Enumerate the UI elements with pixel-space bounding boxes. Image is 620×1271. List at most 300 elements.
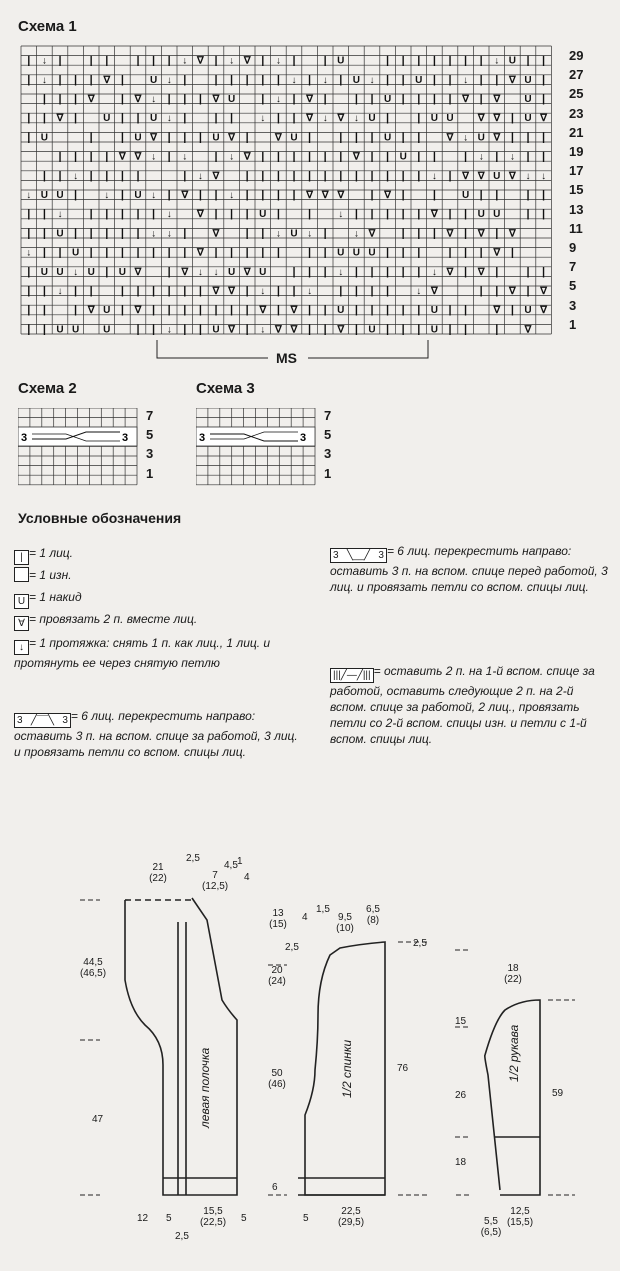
svg-text:|: | — [292, 285, 296, 297]
sleeve-bottom-12-5: 12,5 (15,5) — [506, 1206, 534, 1228]
svg-text:|: | — [308, 169, 312, 182]
svg-text:↓: ↓ — [229, 190, 235, 201]
svg-text:|: | — [120, 246, 124, 259]
svg-text:|: | — [261, 93, 265, 105]
svg-text:↓: ↓ — [509, 151, 515, 163]
svg-text:↓: ↓ — [260, 324, 266, 336]
svg-text:|: | — [401, 73, 405, 86]
svg-text:|: | — [386, 208, 390, 221]
svg-text:∇: ∇ — [477, 170, 485, 182]
svg-text:|: | — [370, 265, 374, 278]
svg-text:|: | — [89, 54, 93, 67]
legend-item-yarnover: U = 1 накид — [14, 589, 314, 609]
svg-text:|: | — [120, 73, 124, 86]
scheme1-row-number: 9 — [569, 240, 577, 255]
svg-text:U: U — [493, 170, 501, 182]
svg-text:U: U — [524, 94, 532, 105]
svg-text:∇: ∇ — [259, 305, 267, 317]
svg-text:|: | — [479, 93, 483, 105]
svg-text:|: | — [42, 93, 46, 105]
svg-text:U: U — [368, 113, 376, 125]
svg-text:|: | — [42, 169, 46, 182]
svg-text:∇: ∇ — [212, 94, 220, 105]
svg-text:|: | — [89, 73, 93, 86]
svg-text:↓: ↓ — [494, 55, 500, 67]
svg-text:|: | — [308, 150, 312, 163]
svg-text:|: | — [198, 285, 202, 297]
svg-text:↓: ↓ — [307, 286, 313, 297]
svg-text:|: | — [74, 189, 78, 201]
svg-text:|: | — [27, 54, 31, 67]
svg-text:|: | — [495, 285, 499, 297]
svg-text:|: | — [542, 73, 546, 86]
svg-text:∇: ∇ — [321, 190, 329, 201]
svg-text:|: | — [464, 246, 468, 259]
svg-text:∇: ∇ — [306, 94, 313, 105]
yarnover-symbol-icon: U — [14, 594, 29, 609]
svg-text:|: | — [417, 93, 421, 105]
svg-text:↓: ↓ — [166, 324, 172, 336]
svg-text:|: | — [292, 112, 296, 125]
svg-text:|: | — [464, 304, 468, 317]
svg-text:U: U — [383, 94, 392, 105]
svg-text:|: | — [417, 246, 421, 259]
svg-text:∇: ∇ — [243, 266, 251, 278]
scheme2-chart — [18, 408, 138, 486]
svg-text:|: | — [323, 54, 327, 67]
svg-text:∇: ∇ — [212, 228, 220, 240]
svg-text:|: | — [89, 131, 93, 144]
svg-text:|: | — [464, 323, 468, 336]
scheme3-title: Схема 3 — [196, 380, 255, 397]
svg-text:↓: ↓ — [353, 113, 359, 125]
svg-text:U: U — [352, 247, 361, 259]
svg-text:↓: ↓ — [104, 190, 110, 201]
svg-text:|: | — [308, 304, 312, 317]
scheme1-chart — [0, 0, 620, 380]
svg-text:|: | — [183, 93, 187, 105]
svg-text:|: | — [276, 304, 280, 317]
purl-symbol-icon — [14, 567, 29, 582]
svg-text:|: | — [526, 131, 530, 144]
svg-text:↓: ↓ — [197, 266, 203, 278]
svg-text:↓: ↓ — [166, 228, 172, 240]
svg-text:↓: ↓ — [26, 247, 32, 259]
svg-text:|: | — [58, 169, 62, 182]
svg-text:|: | — [245, 227, 249, 240]
svg-text:↓: ↓ — [229, 151, 235, 163]
svg-text:|: | — [542, 93, 546, 105]
svg-text:|: | — [448, 54, 452, 67]
legend-item-ssk: ↓ = 1 протяжка: снять 1 п. как лиц., 1 лиц. и протянуть ее через снятую петлю — [14, 636, 271, 670]
svg-text:|: | — [479, 54, 483, 67]
svg-text:|: | — [167, 285, 171, 297]
svg-text:|: | — [370, 131, 374, 144]
svg-text:|: | — [27, 227, 31, 240]
svg-text:|: | — [214, 73, 218, 86]
svg-text:U: U — [415, 74, 423, 86]
svg-text:|: | — [276, 169, 280, 182]
svg-text:|: | — [526, 265, 530, 278]
svg-text:|: | — [230, 246, 234, 259]
scheme1-row-number: 29 — [569, 48, 584, 63]
sleeve-h-18: 18 — [455, 1157, 467, 1168]
svg-text:|: | — [370, 150, 374, 163]
svg-text:|: | — [526, 208, 530, 221]
svg-text:∇: ∇ — [337, 324, 345, 336]
svg-text:|: | — [526, 285, 530, 297]
svg-text:|: | — [74, 285, 78, 297]
svg-text:|: | — [542, 150, 546, 163]
svg-text:|: | — [479, 285, 483, 297]
back-shoulder-2-5-left: 2,5 — [285, 942, 299, 953]
svg-text:|: | — [261, 246, 265, 259]
svg-text:↓: ↓ — [57, 286, 63, 297]
svg-text:|: | — [354, 285, 358, 297]
svg-text:|: | — [120, 131, 124, 144]
svg-text:|: | — [120, 112, 124, 125]
svg-text:|: | — [401, 246, 405, 259]
svg-text:∇: ∇ — [509, 74, 516, 86]
svg-text:|: | — [479, 73, 483, 86]
sleeve-top-18: 18 (22) — [504, 963, 522, 985]
svg-text:|: | — [276, 150, 280, 163]
svg-text:∇: ∇ — [103, 74, 111, 86]
svg-text:|: | — [354, 323, 358, 336]
sleeve-h-59: 59 — [552, 1088, 564, 1099]
scheme3-row-number: 1 — [324, 465, 332, 481]
svg-text:|: | — [323, 246, 327, 259]
svg-text:∇: ∇ — [306, 113, 313, 125]
svg-text:|: | — [495, 323, 499, 336]
scheme2-row-number: 3 — [146, 446, 154, 462]
svg-text:|: | — [89, 227, 93, 240]
svg-text:|: | — [214, 112, 218, 125]
svg-text:↓: ↓ — [151, 228, 157, 240]
svg-text:|: | — [261, 150, 265, 163]
sleeve-label: 1/2 рукава — [507, 1024, 521, 1082]
svg-text:∇: ∇ — [212, 286, 220, 297]
svg-text:∇: ∇ — [493, 94, 501, 105]
svg-text:|: | — [245, 189, 249, 201]
svg-text:|: | — [401, 227, 405, 240]
scheme1-row-number: 3 — [569, 297, 577, 313]
svg-text:|: | — [42, 246, 46, 259]
svg-text:∇: ∇ — [181, 266, 189, 278]
svg-text:U: U — [134, 132, 142, 144]
svg-text:|: | — [198, 189, 202, 201]
svg-text:U: U — [383, 132, 392, 144]
svg-text:|: | — [261, 189, 265, 201]
svg-text:∇: ∇ — [477, 228, 485, 240]
svg-text:∇: ∇ — [150, 132, 157, 144]
svg-text:|: | — [401, 189, 405, 201]
back-top-6-5: 6,5 (8) — [366, 904, 380, 926]
svg-text:U: U — [508, 55, 517, 67]
svg-text:|: | — [120, 93, 124, 105]
svg-text:↓: ↓ — [338, 266, 344, 278]
svg-text:U: U — [227, 94, 236, 105]
svg-text:∇: ∇ — [462, 170, 469, 182]
svg-text:|: | — [417, 265, 421, 278]
svg-text:|: | — [58, 73, 62, 86]
svg-text:U: U — [40, 190, 49, 201]
svg-text:|: | — [136, 227, 140, 240]
svg-text:↓: ↓ — [151, 94, 157, 105]
svg-text:U: U — [430, 305, 439, 317]
svg-text:|: | — [167, 265, 171, 278]
svg-text:|: | — [152, 246, 156, 259]
scheme1-row-number: 1 — [569, 316, 577, 332]
svg-text:↓: ↓ — [416, 286, 422, 297]
svg-text:U: U — [56, 324, 64, 336]
front-neck-7: 7 (12,5) — [202, 870, 229, 892]
svg-text:|: | — [339, 150, 343, 163]
svg-text:|: | — [479, 246, 483, 259]
front-label: левая полочка — [198, 1047, 212, 1128]
svg-text:|: | — [401, 169, 405, 182]
svg-text:↓: ↓ — [260, 113, 266, 125]
svg-text:U: U — [524, 74, 532, 86]
svg-text:|: | — [417, 131, 421, 144]
svg-text:|: | — [323, 323, 327, 336]
svg-text:|: | — [27, 285, 31, 297]
svg-text:↓: ↓ — [41, 74, 47, 86]
legend-item-k2tog: ∀ = провязать 2 п. вместе лиц. — [14, 611, 314, 631]
svg-text:|: | — [136, 112, 140, 125]
svg-text:|: | — [448, 169, 452, 182]
svg-text:|: | — [245, 246, 249, 259]
legend-item-cable-front: 3 ╲__╱ 3 = 6 лиц. перекрестить направо: оставить 3 п. на вспом. спице перед работой, 3 лиц. и провязать петли со вспом. спицы лиц. — [330, 544, 608, 594]
svg-text:|: | — [292, 150, 296, 163]
scheme1-row-number: 17 — [569, 163, 584, 179]
svg-text:|: | — [417, 169, 421, 182]
svg-text:|: | — [292, 189, 296, 201]
svg-text:|: | — [136, 54, 140, 67]
svg-text:∇: ∇ — [540, 113, 547, 125]
scheme2-row-number: 1 — [146, 465, 154, 481]
svg-text:|: | — [495, 189, 499, 201]
svg-text:↓: ↓ — [213, 266, 219, 278]
svg-text:|: | — [448, 246, 452, 259]
svg-text:|: | — [464, 150, 468, 163]
svg-text:∇: ∇ — [243, 151, 251, 163]
svg-text:|: | — [323, 150, 327, 163]
svg-text:↓: ↓ — [463, 132, 469, 144]
scheme3-cable-right: 3 — [300, 432, 307, 444]
svg-text:∇: ∇ — [493, 132, 501, 144]
front-top-width: 21 (22) — [149, 862, 167, 884]
svg-text:↓: ↓ — [41, 55, 47, 67]
svg-text:∇: ∇ — [431, 209, 438, 221]
svg-text:|: | — [120, 169, 124, 182]
svg-text:↓: ↓ — [322, 113, 328, 125]
svg-text:|: | — [120, 285, 124, 297]
svg-text:↓: ↓ — [525, 170, 531, 182]
svg-text:|: | — [448, 73, 452, 86]
svg-text:|: | — [136, 208, 140, 221]
svg-text:|: | — [245, 285, 249, 297]
svg-text:↓: ↓ — [431, 170, 437, 182]
svg-text:↓: ↓ — [229, 55, 235, 67]
svg-text:|: | — [432, 73, 436, 86]
svg-text:|: | — [464, 227, 468, 240]
cable-front-symbol-icon: 3 ╲__╱ 3 — [330, 548, 387, 563]
svg-text:|: | — [214, 54, 218, 67]
cable-back-symbol-icon: 3 ╱¯¯╲ 3 — [14, 713, 71, 728]
svg-text:|: | — [105, 227, 109, 240]
svg-text:U: U — [227, 266, 236, 278]
svg-text:∇: ∇ — [446, 266, 454, 278]
scheme2-cable-right: 3 — [122, 432, 129, 444]
scheme3-row-number: 5 — [324, 427, 332, 443]
svg-text:|: | — [167, 246, 171, 259]
svg-text:∇: ∇ — [477, 266, 485, 278]
svg-text:|: | — [432, 93, 436, 105]
back-top-13: 13 (15) — [269, 908, 287, 930]
svg-text:|: | — [276, 189, 280, 201]
svg-text:|: | — [167, 93, 171, 105]
svg-text:∇: ∇ — [540, 286, 547, 297]
scheme2-cable-left: 3 — [21, 432, 28, 444]
svg-text:|: | — [214, 189, 218, 201]
front-hem-6: 6 — [272, 1182, 278, 1193]
svg-text:∇: ∇ — [290, 305, 298, 317]
svg-text:↓: ↓ — [26, 190, 32, 201]
svg-text:|: | — [42, 285, 46, 297]
svg-text:∇: ∇ — [243, 55, 251, 67]
svg-text:U: U — [118, 266, 127, 278]
svg-text:U: U — [477, 132, 485, 144]
svg-text:U: U — [103, 113, 111, 125]
svg-text:|: | — [495, 73, 499, 86]
svg-text:∇: ∇ — [306, 190, 313, 201]
svg-text:U: U — [477, 209, 485, 221]
svg-text:|: | — [183, 131, 187, 144]
svg-text:∇: ∇ — [446, 132, 454, 144]
svg-text:|: | — [542, 265, 546, 278]
svg-text:|: | — [339, 169, 343, 182]
svg-text:U: U — [40, 132, 49, 144]
svg-text:|: | — [42, 227, 46, 240]
scheme2-row-number: 5 — [146, 427, 154, 443]
svg-text:↓: ↓ — [431, 266, 437, 278]
svg-text:|: | — [370, 189, 374, 201]
svg-text:|: | — [152, 54, 156, 67]
back-bottom-5: 5 — [303, 1213, 309, 1224]
svg-text:|: | — [27, 304, 31, 317]
svg-text:|: | — [386, 304, 390, 317]
svg-text:U: U — [71, 247, 80, 259]
svg-text:|: | — [167, 54, 171, 67]
legend-item-purl: = 1 изн. — [14, 567, 314, 583]
svg-text:↓: ↓ — [182, 55, 188, 67]
svg-text:|: | — [386, 150, 390, 163]
svg-text:|: | — [105, 208, 109, 221]
svg-text:↓: ↓ — [73, 170, 79, 182]
front-neck-4-5: 4,5 — [224, 860, 238, 871]
svg-text:|: | — [183, 169, 187, 182]
svg-text:|: | — [308, 246, 312, 259]
svg-text:U: U — [134, 190, 142, 201]
svg-text:∇: ∇ — [212, 170, 220, 182]
svg-text:∇: ∇ — [540, 305, 547, 317]
svg-text:|: | — [448, 304, 452, 317]
svg-text:↓: ↓ — [151, 151, 157, 163]
svg-text:|: | — [370, 208, 374, 221]
svg-text:|: | — [495, 227, 499, 240]
svg-text:∇: ∇ — [197, 55, 204, 67]
svg-text:|: | — [198, 304, 202, 317]
svg-text:|: | — [276, 285, 280, 297]
svg-text:|: | — [276, 208, 280, 221]
front-bottom-5a: 5 — [166, 1213, 172, 1224]
svg-text:↓: ↓ — [291, 74, 297, 86]
scheme1-row-number: 23 — [569, 105, 584, 121]
svg-text:∇: ∇ — [477, 113, 485, 125]
svg-text:|: | — [432, 150, 436, 163]
svg-text:|: | — [370, 169, 374, 182]
legend-title: Условные обозначения — [18, 510, 182, 526]
svg-text:|: | — [245, 73, 249, 86]
back-shoulder-2-5-right: 2,5 — [413, 938, 427, 949]
svg-text:↓: ↓ — [322, 74, 328, 86]
front-height-47: 47 — [92, 1114, 104, 1125]
svg-text:|: | — [308, 73, 312, 86]
svg-text:U: U — [40, 266, 49, 278]
svg-text:|: | — [354, 131, 358, 144]
svg-text:|: | — [89, 169, 93, 182]
svg-text:U: U — [87, 266, 95, 278]
svg-text:|: | — [27, 112, 31, 125]
svg-text:U: U — [71, 324, 80, 336]
svg-text:∇: ∇ — [493, 247, 501, 259]
svg-text:∇: ∇ — [337, 113, 345, 125]
svg-text:|: | — [370, 304, 374, 317]
back-bottom-22-5: 22,5 (29,5) — [337, 1206, 365, 1228]
svg-text:|: | — [245, 304, 249, 317]
svg-text:∇: ∇ — [337, 190, 345, 201]
svg-text:|: | — [136, 323, 140, 336]
svg-text:|: | — [276, 73, 280, 86]
svg-text:|: | — [417, 112, 421, 125]
svg-text:|: | — [152, 208, 156, 221]
ms-label: MS — [276, 350, 297, 366]
front-bottom-15-5: 15,5 (22,5) — [199, 1206, 227, 1228]
svg-text:|: | — [448, 208, 452, 221]
svg-text:∇: ∇ — [197, 247, 204, 259]
svg-text:∇: ∇ — [368, 228, 376, 240]
svg-text:U: U — [524, 113, 532, 125]
svg-text:∇: ∇ — [275, 132, 282, 144]
ssk-symbol-icon: ↓ — [14, 640, 29, 655]
svg-text:|: | — [136, 169, 140, 182]
svg-text:U: U — [337, 55, 345, 67]
svg-text:|: | — [42, 208, 46, 221]
svg-text:|: | — [510, 246, 514, 259]
back-label: 1/2 спинки — [340, 1039, 354, 1098]
svg-text:|: | — [510, 112, 514, 125]
svg-text:|: | — [339, 131, 343, 144]
svg-text:|: | — [542, 54, 546, 67]
svg-text:∇: ∇ — [228, 324, 235, 336]
svg-text:|: | — [74, 227, 78, 240]
svg-text:|: | — [42, 323, 46, 336]
scheme1-row-number: 13 — [569, 201, 584, 217]
svg-text:|: | — [183, 227, 187, 240]
svg-text:|: | — [292, 169, 296, 182]
svg-text:↓: ↓ — [463, 74, 469, 86]
